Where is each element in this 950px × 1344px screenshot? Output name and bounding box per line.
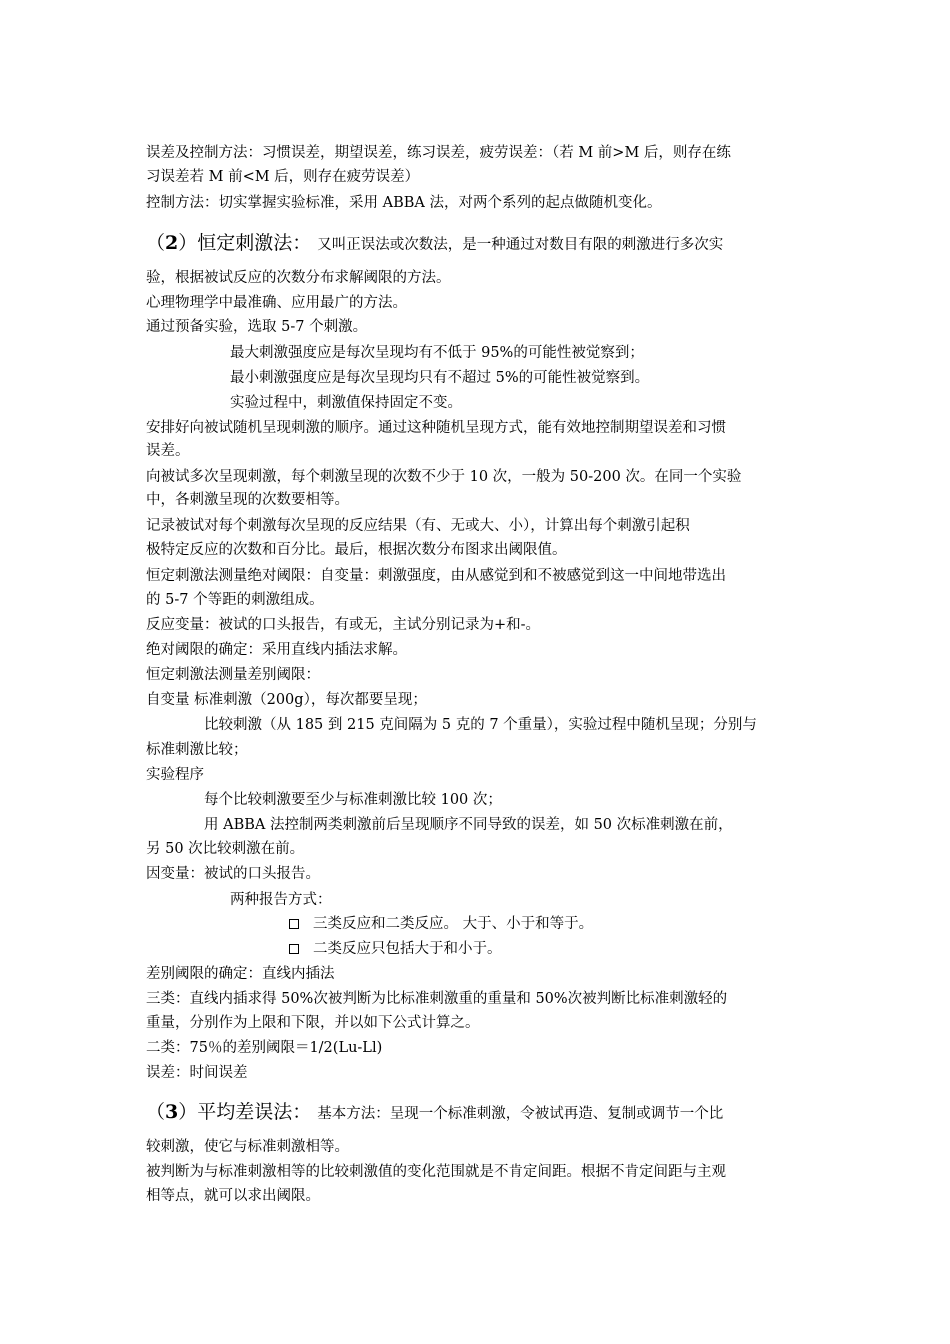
text-line: 心理物理学中最准确、应用最广的方法。 <box>146 295 407 311</box>
text-line: 误差：时间误差 <box>146 1065 248 1081</box>
checkbox-square-icon <box>289 919 299 929</box>
text-line: 中，各刺激呈现的次数要相等。 <box>146 492 349 508</box>
section-heading-2 <box>146 228 810 260</box>
text-line: 实验过程中，刺激值保持固定不变。 <box>230 395 462 411</box>
list-item <box>289 913 810 935</box>
text-line: 反应变量：被试的口头报告，有或无，主试分别记录为+和-。 <box>146 617 541 633</box>
text-line: 相等点，就可以求出阈限。 <box>146 1188 320 1204</box>
text-line: 记录被试对每个刺激每次呈现的反应结果（有、无或大、小），计算出每个刺激引起积 <box>146 518 690 534</box>
text-line: 恒定刺激法测量差别阈限： <box>146 667 320 683</box>
text-line: 标准刺激比较； <box>146 742 248 758</box>
text-line: 二类：75％的差别阈限＝1/2(Lu-Ll) <box>146 1040 383 1056</box>
checkbox-square-icon <box>289 944 299 954</box>
section-intro: 又叫正误法或次数法，是一种通过对数目有限的刺激进行多次实 <box>317 237 724 253</box>
section-intro: 基本方法：呈现一个标准刺激，令被试再造、复制或调节一个比 <box>317 1106 724 1122</box>
section-heading-3 <box>146 1097 810 1129</box>
section-number: （3） <box>146 1101 198 1123</box>
list-item-text: 二类反应只包括大于和小于。 <box>313 941 502 957</box>
text-line: 习误差若 M 前<M 后，则存在疲劳误差） <box>146 169 420 185</box>
text-line: 最大刺激强度应是每次呈现均有不低于 95%的可能性被觉察到； <box>230 345 644 361</box>
text-line: 重量，分别作为上限和下限，并以如下公式计算之。 <box>146 1015 480 1031</box>
text-line: 向被试多次呈现刺激，每个刺激呈现的次数不少于 10 次，一般为 50-200 次。在同一个实验 <box>146 469 742 485</box>
text-line: 误差。 <box>146 443 190 459</box>
text-line: 比较刺激（从 185 到 215 克间隔为 5 克的 7 个重量），实验过程中随机呈现；分别与 <box>204 717 757 733</box>
text-line: 差别阈限的确定：直线内插法 <box>146 966 335 982</box>
text-line: 自变量 标准刺激（200g），每次都要呈现； <box>146 692 427 708</box>
text-line: 控制方法：切实掌握实验标准，采用 ABBA 法，对两个系列的起点做随机变化。 <box>146 195 662 211</box>
text-line: 用 ABBA 法控制两类刺激前后呈现顺序不同导致的误差，如 50 次标准刺激在前， <box>204 817 733 833</box>
list-item-text: 三类反应和二类反应。 大于、小于和等于。 <box>313 916 594 932</box>
list-item <box>289 938 810 960</box>
text-line: 安排好向被试随机呈现刺激的顺序。通过这种随机呈现方式，能有效地控制期望误差和习惯 <box>146 420 726 436</box>
text-line: 验，根据被试反应的次数分布求解阈限的方法。 <box>146 270 451 286</box>
section-title: 平均差误法： <box>197 1101 312 1123</box>
text-line: 三类：直线内插求得 50%次被判断为比标准刺激重的重量和 50%次被判断比标准刺激轻的 <box>146 991 728 1007</box>
text-line: 绝对阈限的确定：采用直线内插法求解。 <box>146 642 407 658</box>
text-line: 因变量：被试的口头报告。 <box>146 866 320 882</box>
text-line: 极特定反应的次数和百分比。最后，根据次数分布图求出阈限值。 <box>146 542 567 558</box>
text-line: 的 5-7 个等距的刺激组成。 <box>146 592 324 608</box>
section-number: （2） <box>146 232 198 254</box>
text-line: 较刺激，使它与标准刺激相等。 <box>146 1139 349 1155</box>
text-line: 实验程序 <box>146 767 204 783</box>
text-line: 最小刺激强度应是每次呈现均只有不超过 5%的可能性被觉察到。 <box>230 370 650 386</box>
text-line: 通过预备实验，选取 5-7 个刺激。 <box>146 319 368 335</box>
text-line: 恒定刺激法测量绝对阈限：自变量：刺激强度，由从感觉到和不被感觉到这一中间地带选出 <box>146 568 726 584</box>
text-line: 每个比较刺激要至少与标准刺激比较 100 次； <box>204 792 502 808</box>
text-line: 另 50 次比较刺激在前。 <box>146 841 305 857</box>
text-line: 被判断为与标准刺激相等的比较刺激值的变化范围就是不肯定间距。根据不肯定间距与主观 <box>146 1164 726 1180</box>
text-line: 两种报告方式： <box>230 892 332 908</box>
section-title: 恒定刺激法： <box>197 232 312 254</box>
text-line: 误差及控制方法：习惯误差，期望误差，练习误差，疲劳误差：（若 M 前>M 后，则存在练 <box>146 145 731 161</box>
